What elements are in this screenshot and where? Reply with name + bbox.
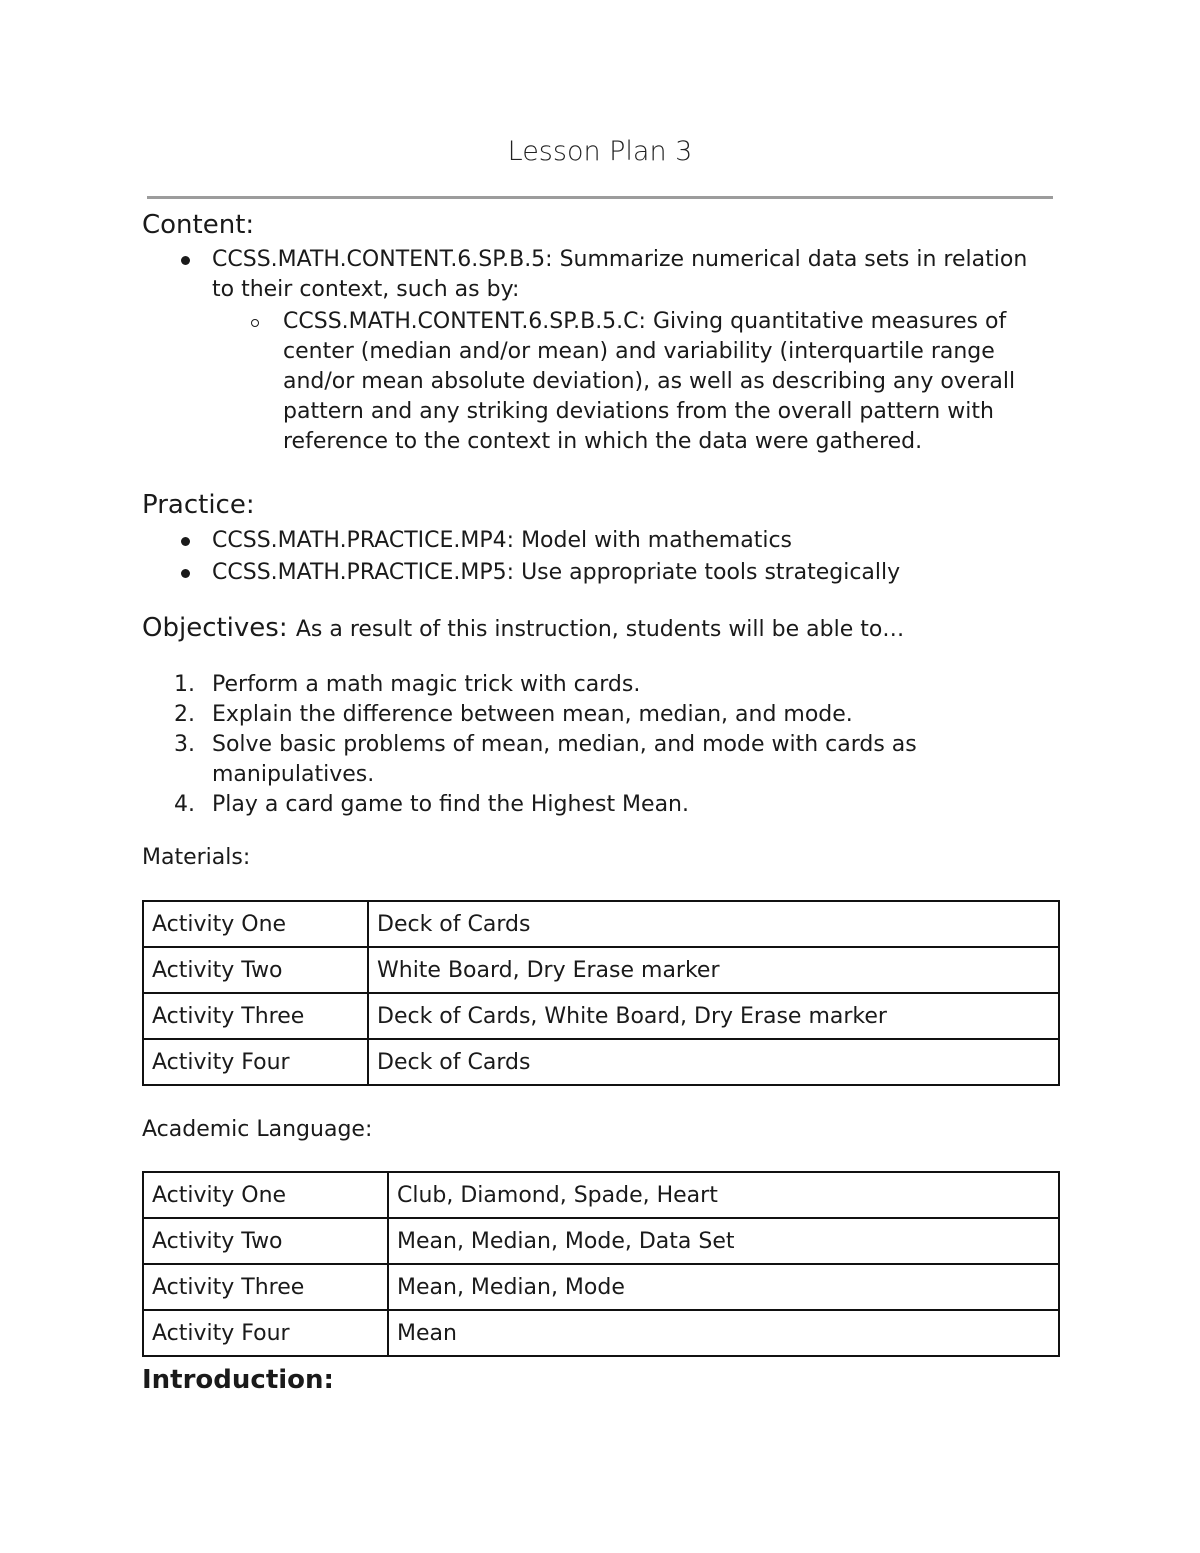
activity-cell: Activity Three: [143, 993, 368, 1039]
list-number: 1.: [174, 672, 195, 697]
content-heading: Content:: [142, 210, 255, 240]
activity-cell: Activity Three: [143, 1264, 388, 1310]
list-item: [212, 245, 1042, 305]
content-subitem-text: CCSS.MATH.CONTENT.6.SP.B.5.C: Giving quantitative measures of center (median and/or mean) and variability (interquartile range and/or mean absolute deviation), as well as describing any overall pattern and any striking deviations from the overall pattern with reference to the context in which the data were gathered.: [283, 309, 1016, 454]
list-item: [212, 526, 1042, 556]
practice-item-text: CCSS.MATH.PRACTICE.MP4: Model with mathematics: [212, 528, 793, 553]
list-item: [174, 700, 1042, 730]
objective-text: Explain the difference between mean, median, and mode.: [212, 702, 853, 727]
objective-text: Play a card game to find the Highest Mean.: [212, 792, 689, 817]
table-row: [143, 1310, 1059, 1356]
table-row: [143, 901, 1059, 947]
objectives-list: [174, 670, 1042, 820]
practice-list: [212, 526, 1042, 588]
academic-language-table: [142, 1171, 1060, 1357]
page-title: Lesson Plan 3: [507, 136, 693, 167]
materials-label: Materials:: [142, 845, 251, 870]
list-item: [283, 307, 1058, 457]
content-list: [212, 245, 1042, 305]
content-item-text: CCSS.MATH.CONTENT.6.SP.B.5: Summarize numerical data sets in relation to their context, such as by:: [212, 247, 1028, 302]
practice-heading: Practice:: [142, 490, 255, 520]
hollow-bullet-icon: [251, 319, 259, 327]
materials-table: [142, 900, 1060, 1086]
academic-language-label: Academic Language:: [142, 1117, 373, 1142]
list-number: 3.: [174, 732, 195, 757]
activity-cell: Activity Two: [143, 947, 368, 993]
objective-text: Solve basic problems of mean, median, and mode with cards as manipulatives.: [212, 732, 917, 787]
bullet-icon: [181, 256, 190, 265]
activity-cell: Activity Two: [143, 1218, 388, 1264]
table-row: [143, 1172, 1059, 1218]
list-number: 4.: [174, 792, 195, 817]
material-cell: Deck of Cards: [368, 1039, 1059, 1085]
content-sublist: [283, 307, 1058, 457]
objective-text: Perform a math magic trick with cards.: [212, 672, 641, 697]
list-item: [174, 790, 1042, 820]
objectives-title: Objectives:: [142, 613, 288, 643]
material-cell: White Board, Dry Erase marker: [368, 947, 1059, 993]
list-number: 2.: [174, 702, 195, 727]
table-row: [143, 1039, 1059, 1085]
bullet-icon: [181, 537, 190, 546]
list-item: [212, 558, 1042, 588]
table-row: [143, 947, 1059, 993]
material-cell: Deck of Cards, White Board, Dry Erase marker: [368, 993, 1059, 1039]
table-row: [143, 1264, 1059, 1310]
introduction-heading: Introduction:: [142, 1365, 334, 1395]
activity-cell: Activity One: [143, 1172, 388, 1218]
activity-cell: Activity One: [143, 901, 368, 947]
vocabulary-cell: Mean: [388, 1310, 1059, 1356]
objectives-heading: [142, 613, 904, 643]
table-row: [143, 993, 1059, 1039]
bullet-icon: [181, 569, 190, 578]
list-item: [174, 730, 1042, 790]
practice-item-text: CCSS.MATH.PRACTICE.MP5: Use appropriate tools strategically: [212, 560, 901, 585]
title-divider: [147, 196, 1053, 199]
activity-cell: Activity Four: [143, 1039, 368, 1085]
table-row: [143, 1218, 1059, 1264]
vocabulary-cell: Mean, Median, Mode, Data Set: [388, 1218, 1059, 1264]
material-cell: Deck of Cards: [368, 901, 1059, 947]
list-item: [174, 670, 1042, 700]
vocabulary-cell: Mean, Median, Mode: [388, 1264, 1059, 1310]
vocabulary-cell: Club, Diamond, Spade, Heart: [388, 1172, 1059, 1218]
activity-cell: Activity Four: [143, 1310, 388, 1356]
objectives-intro: As a result of this instruction, students will be able to…: [295, 617, 905, 642]
